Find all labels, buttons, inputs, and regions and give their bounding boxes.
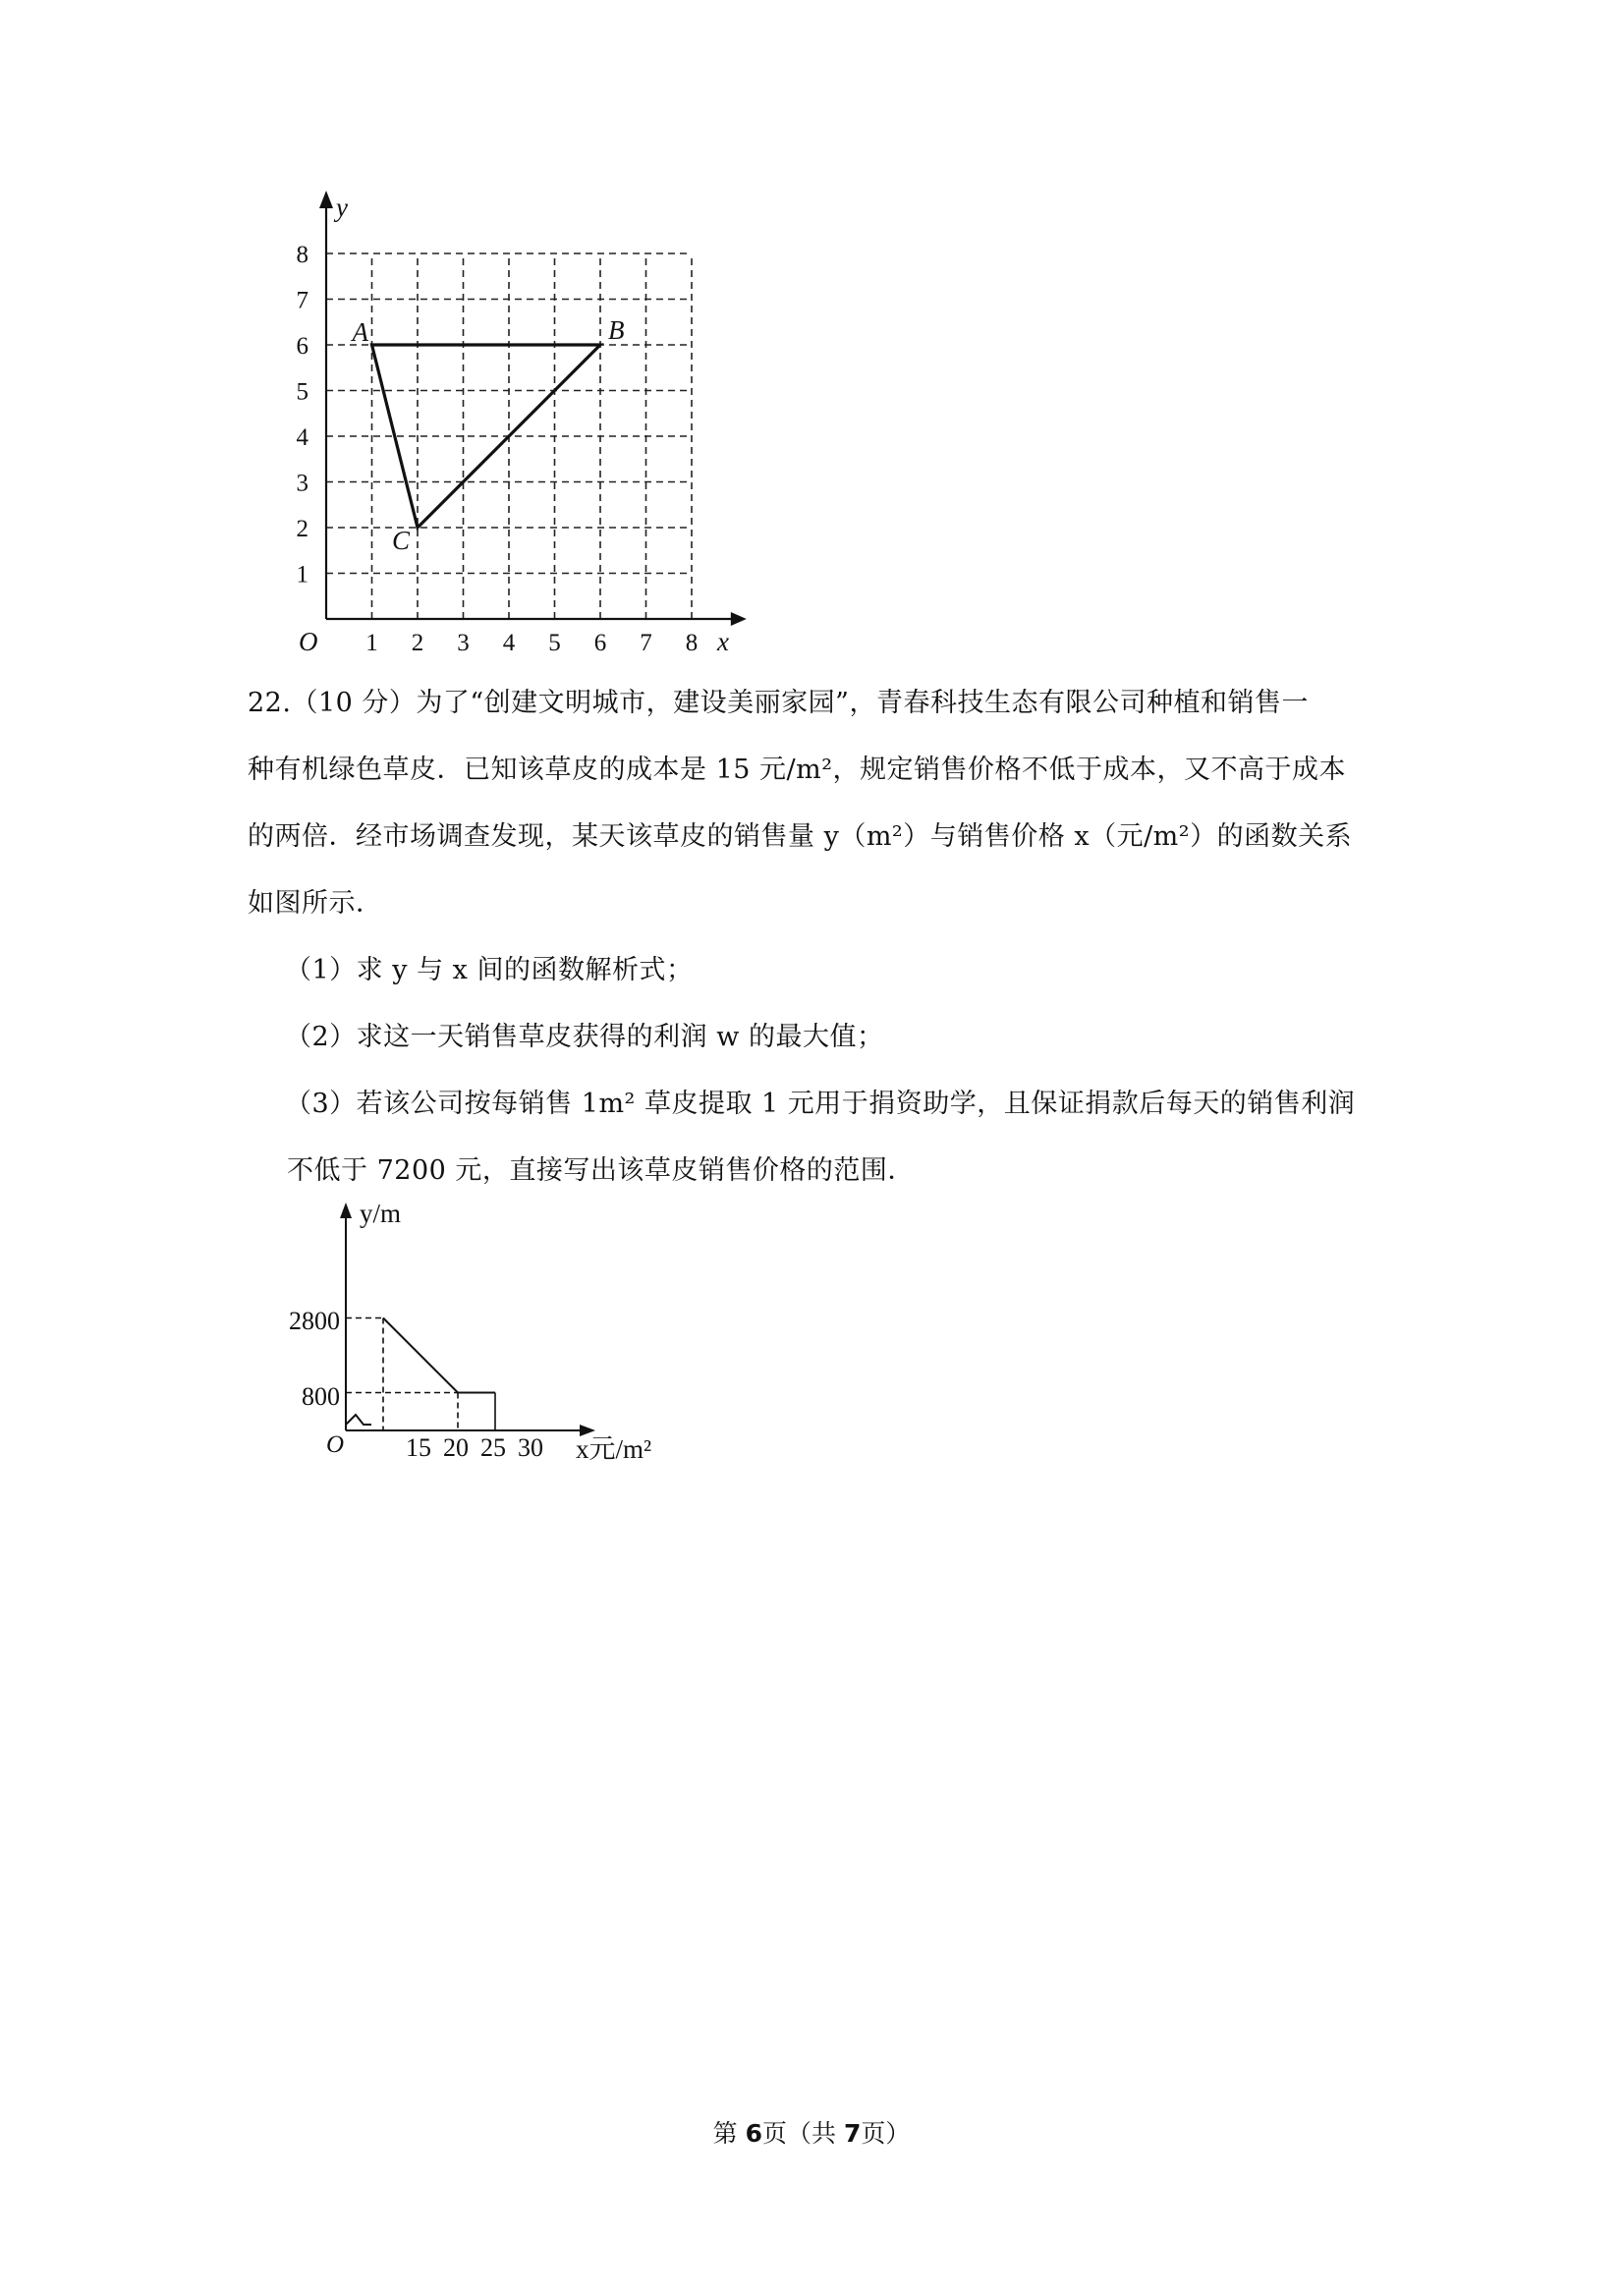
footer-prefix: 第 xyxy=(712,2119,746,2148)
sales-chart-figure xyxy=(275,1199,707,1464)
x-tick-label: 1 xyxy=(365,630,378,656)
footer-suffix: 页） xyxy=(861,2119,911,2148)
x-tick-label: 8 xyxy=(685,630,699,656)
y-tick-label: 8 xyxy=(296,242,308,268)
triangle-grid-figure xyxy=(285,187,756,668)
question-22-line-3 xyxy=(248,804,1387,870)
question-22 xyxy=(248,670,1387,1204)
q22-line-4-text: 如图所示． xyxy=(248,888,383,919)
y-tick-label: 6 xyxy=(296,333,308,360)
y-tick-label: 4 xyxy=(296,424,308,451)
x-tick-label: 5 xyxy=(548,630,561,656)
chart-y-arrow xyxy=(340,1203,352,1218)
x-tick-25: 25 xyxy=(480,1433,506,1462)
sub-question-3-cont xyxy=(248,1138,1387,1204)
sub-question-3-text: （3）若该公司按每销售 1m² 草皮提取 1 元用于捐资助学，且保证捐款后每天的销售利润 xyxy=(285,1089,1356,1119)
x-tick-label: 6 xyxy=(593,630,607,656)
origin-label: O xyxy=(299,627,318,656)
q22-line-2-text: 种有机绿色草皮．已知该草皮的成本是 15 元/m²，规定销售价格不低于成本，又不高于成本 xyxy=(248,755,1347,785)
chart-origin-label: O xyxy=(326,1431,345,1458)
sub-question-3-cont-text: 不低于 7200 元，直接写出该草皮销售价格的范围． xyxy=(287,1155,915,1186)
point-label-a: A xyxy=(352,317,368,347)
page-footer xyxy=(0,2114,1623,2150)
x-tick-20: 20 xyxy=(443,1433,469,1462)
y-tick-label: 7 xyxy=(296,287,308,314)
y-axis-label: y xyxy=(336,193,348,222)
q22-line-1-text: 22.（10 分）为了“创建文明城市，建设美丽家园”，青春科技生态有限公司种植和销售一 xyxy=(248,688,1309,718)
sub-question-3 xyxy=(248,1071,1387,1138)
y-tick-800: 800 xyxy=(302,1382,340,1411)
y-tick-label: 3 xyxy=(296,470,308,497)
question-22-line-4 xyxy=(248,870,1387,937)
x-tick-label: 4 xyxy=(502,630,516,656)
sub-question-2-text: （2）求这一天销售草皮获得的利润 w 的最大值； xyxy=(285,1022,884,1052)
chart-y-axis-label: y/m xyxy=(360,1199,402,1228)
q22-line-3-text: 的两倍．经市场调查发现，某天该草皮的销售量 y（m²）与销售价格 x（元/m²）的函数关系 xyxy=(248,821,1353,852)
y-tick-2800: 2800 xyxy=(289,1307,340,1335)
sales-series-line xyxy=(383,1318,495,1393)
x-tick-label: 2 xyxy=(411,630,424,656)
footer-middle: 页（共 xyxy=(761,2119,844,2148)
x-tick-30: 30 xyxy=(518,1433,543,1462)
x-tick-15: 15 xyxy=(406,1433,431,1462)
question-22-line-2 xyxy=(248,737,1387,804)
y-tick-label: 1 xyxy=(296,561,308,588)
sub-question-1-text: （1）求 y 与 x 间的函数解析式； xyxy=(285,955,694,985)
x-tick-label: 7 xyxy=(640,630,652,656)
chart-marks xyxy=(346,1318,495,1431)
footer-total-pages: 7 xyxy=(843,2119,862,2148)
axis-break-mark xyxy=(346,1415,371,1425)
sub-question-1 xyxy=(248,937,1387,1004)
y-tick-label: 2 xyxy=(296,516,308,542)
y-axis-arrow xyxy=(319,191,333,208)
question-22-line-1 xyxy=(248,670,1387,737)
footer-page-number: 6 xyxy=(745,2119,762,2148)
x-tick-label: 3 xyxy=(457,630,470,656)
chart-x-axis-label: x元/m² xyxy=(576,1434,652,1464)
sub-question-2 xyxy=(248,1004,1387,1071)
triangle-abc xyxy=(351,315,625,555)
x-axis-arrow xyxy=(731,612,747,626)
chart-axes xyxy=(340,1203,595,1436)
point-label-b: B xyxy=(608,315,625,345)
y-tick-label: 5 xyxy=(296,378,308,406)
axes xyxy=(319,191,747,626)
x-axis-label: x xyxy=(717,627,729,656)
point-label-c: C xyxy=(392,526,411,555)
